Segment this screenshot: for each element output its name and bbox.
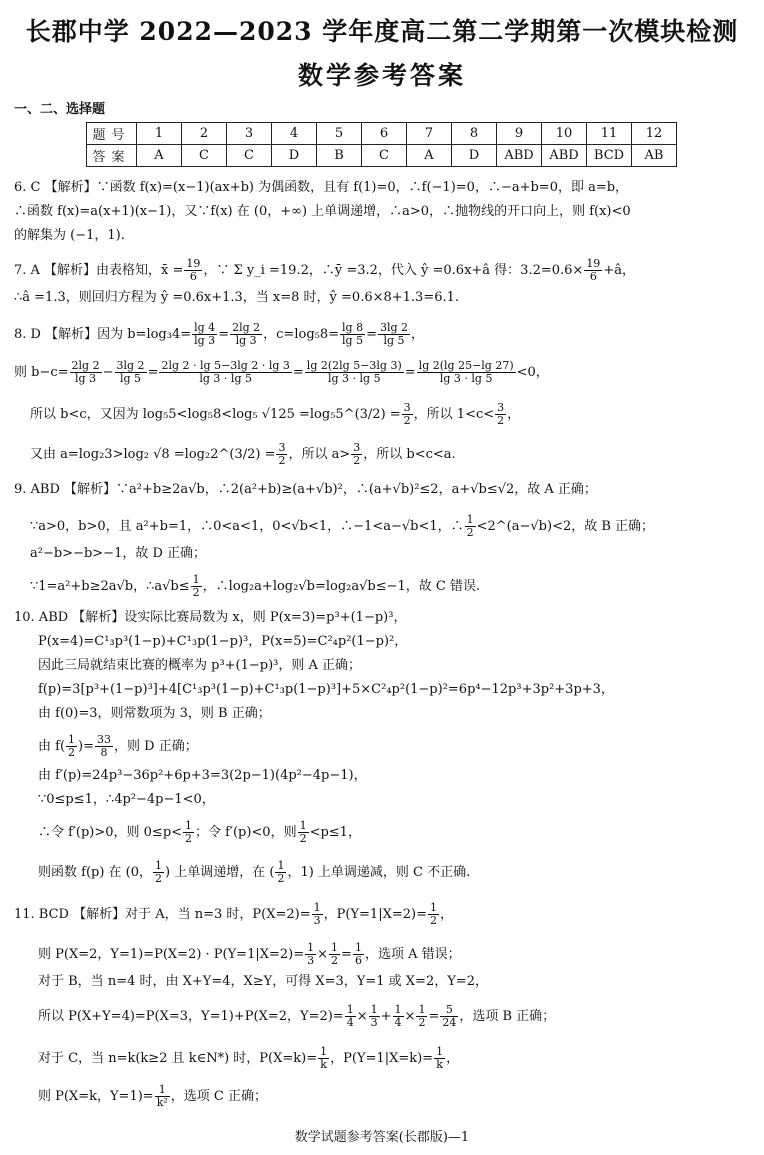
fraction: $\frac{19}{6}$ bbox=[586, 257, 601, 283]
table-cell: 1 bbox=[137, 123, 182, 145]
fraction: $\frac{1}{3}$ bbox=[370, 1003, 378, 1029]
table-cell: ABD bbox=[497, 145, 542, 167]
table-row bbox=[87, 123, 677, 145]
q8-line-1: 8. D 【解析】因为 b=log₃4= $\frac{\lg 4}{\lg 3}$ = $\frac{2\lg 2}{\lg 3}$ ，c=log₅8= $\frac{\lg 8}{\lg 5}$ = $\frac{3\lg 2}{\lg 5}$ ， bbox=[14, 321, 425, 347]
fraction: $\frac{1}{3}$ bbox=[313, 901, 321, 927]
fraction: $\frac{33}{8}$ bbox=[97, 733, 111, 759]
q11-line-4: 所以 P(X+Y=4)=P(X=3，Y=1)+P(X=2，Y=2)= $\frac{1}{4}$ × $\frac{1}{3}$ + $\frac{1}{4}$ × $\frac{1}{2}$ = $\frac{5}{24}$ ，选项 B 正确； bbox=[38, 1003, 556, 1029]
table-cell: 6 bbox=[362, 123, 407, 145]
q9-line-4: ∵1=a²+b≥2a√b，∴a√b≤ $\frac{1}{2}$ ，∴log₂a+log₂√b=log₂a√b≤−1，故 C 错误. bbox=[30, 573, 481, 599]
answer-table bbox=[86, 122, 677, 167]
fraction: $\frac{19}{6}$ bbox=[186, 257, 201, 283]
q7-text: +â， bbox=[603, 263, 635, 278]
fraction: $\frac{\lg 2(2\lg 5-3\lg 3)}{\lg 3 \cdot \lg 5}$ bbox=[306, 359, 402, 385]
q8-line-2: 则 b−c= $\frac{2\lg 2}{\lg 3}$ − $\frac{3\lg 2}{\lg 5}$ = $\frac{2\lg 2 \cdot \lg 5-3\lg 2 \cdot \lg 3}{\lg 3 \cdot \lg 5}$ = $\frac{\lg 2(2\lg 5-3\lg 3)}{\lg 3 \cdot \lg 5}$ = $\frac{\lg 2(\lg 25-\lg 27)}{\lg 3 \cdot \lg 5}$ <0， bbox=[14, 359, 549, 385]
q10-line-5: 由 f(0)=3，则常数项为 3，则 B 正确； bbox=[38, 706, 271, 721]
fraction: $\frac{1}{3}$ bbox=[307, 941, 315, 967]
table-cell: C bbox=[227, 145, 272, 167]
table-cell: ABD bbox=[542, 145, 587, 167]
table-cell: C bbox=[362, 145, 407, 167]
q7-text: ，∵ Σ y_i =19.2，∴ȳ =3.2，代入 ŷ =0.6x+â 得：3.2=0.6× bbox=[203, 263, 584, 278]
fraction: $\frac{1}{2}$ bbox=[185, 819, 193, 845]
q10-line-10: 则函数 f(p) 在 (0， $\frac{1}{2}$ ) 上单调递增，在 ( $\frac{1}{2}$ ，1) 上单调递减，则 C 不正确. bbox=[38, 859, 471, 885]
fraction: $\frac{1}{\text{k²}}$ bbox=[156, 1083, 168, 1109]
q8-line-3: 所以 b<c，又因为 log₅5<log₅8<log₅ √125 =log₅5^(3/2) = $\frac{3}{2}$ ，所以 1<c< $\frac{3}{2}$ ， bbox=[30, 401, 521, 427]
fraction: $\frac{3\lg 2}{\lg 5}$ bbox=[379, 321, 409, 347]
fraction: $\frac{1}{2}$ bbox=[429, 901, 437, 927]
fraction: $\frac{1}{6}$ bbox=[354, 941, 362, 967]
fraction: $\frac{1}{k}$ bbox=[436, 1045, 444, 1071]
q6-line-2: ∴函数 f(x)=a(x+1)(x−1)，又∵f(x) 在 (0，+∞) 上单调递增，∴a>0，∴抛物线的开口向上，则 f(x)<0 bbox=[14, 204, 631, 219]
table-cell: D bbox=[272, 145, 317, 167]
q11-line-5: 对于 C，当 n=k(k≥2 且 k∈N*) 时，P(X=k)= $\frac{1}{k}$ ，P(Y=1|X=k)= $\frac{1}{k}$ ， bbox=[38, 1045, 460, 1071]
q10-line-9: ∴令 f′(p)>0，则 0≤p< $\frac{1}{2}$ ；令 f′(p)<0，则 $\frac{1}{2}$ <p≤1， bbox=[38, 819, 361, 845]
q7-line-1 bbox=[14, 258, 635, 283]
q10-line-2: P(x=4)=C¹₃p³(1−p)+C¹₃p(1−p)³，P(x=5)=C²₄p²(1−p)²， bbox=[38, 634, 408, 649]
q8-line-4: 又由 a=log₂3>log₂ √8 =log₂2^(3/2) = $\frac{3}{2}$ ，所以 a> $\frac{3}{2}$ ，所以 b<c<a. bbox=[30, 441, 456, 467]
q9-line-3: a²−b>−b>−1，故 D 正确； bbox=[30, 546, 207, 561]
q10-line-7: 由 f′(p)=24p³−36p²+6p+3=3(2p−1)(4p²−4p−1)， bbox=[38, 768, 367, 783]
table-cell: 9 bbox=[497, 123, 542, 145]
table-header-cell: 题号 bbox=[87, 123, 137, 145]
page-footer: 数学试题参考答案(长郡版)—1 bbox=[294, 1130, 470, 1145]
table-cell: A bbox=[137, 145, 182, 167]
fraction: $\frac{\lg 8}{\lg 5}$ bbox=[342, 321, 364, 347]
table-cell: D bbox=[452, 145, 497, 167]
q7-text: 7. A 【解析】由表格知，x̄ = bbox=[14, 263, 184, 278]
fraction: $\frac{3\lg 2}{\lg 5}$ bbox=[116, 359, 145, 385]
q10-line-1: 10. ABD 【解析】设实际比赛局数为 x，则 P(x=3)=p³+(1−p)³， bbox=[14, 610, 407, 625]
table-cell: 4 bbox=[272, 123, 317, 145]
table-row bbox=[87, 145, 677, 167]
table-cell: 3 bbox=[227, 123, 272, 145]
fraction: $\frac{1}{4}$ bbox=[394, 1003, 402, 1029]
table-cell: 8 bbox=[452, 123, 497, 145]
fraction: $\frac{1}{4}$ bbox=[346, 1003, 354, 1029]
table-cell: 2 bbox=[182, 123, 227, 145]
q11-line-1: 11. BCD 【解析】对于 A，当 n=3 时，P(X=2)= $\frac{1}{3}$ ，P(Y=1|X=2)= $\frac{1}{2}$ ， bbox=[14, 901, 453, 927]
table-cell: C bbox=[182, 145, 227, 167]
table-cell: 7 bbox=[407, 123, 452, 145]
fraction: $\frac{1}{2}$ bbox=[466, 513, 474, 539]
page-subtitle: 数学参考答案 bbox=[297, 61, 466, 90]
table-cell: 10 bbox=[542, 123, 587, 145]
q11-line-6: 则 P(X=k，Y=1)= $\frac{1}{\text{k²}}$ ，选项 C 正确； bbox=[38, 1083, 267, 1109]
fraction: $\frac{5}{24}$ bbox=[442, 1003, 457, 1029]
fraction: $\frac{3}{2}$ bbox=[353, 441, 361, 467]
q6-line-3: 的解集为 (−1，1). bbox=[14, 228, 125, 243]
fraction: $\frac{\lg 2(\lg 25-\lg 27)}{\lg 3 \cdot \lg 5}$ bbox=[418, 359, 514, 385]
fraction: $\frac{1}{2}$ bbox=[192, 573, 200, 599]
table-cell: 5 bbox=[317, 123, 362, 145]
fraction: $\frac{\lg 4}{\lg 3}$ bbox=[194, 321, 216, 347]
q11-line-2: 则 P(X=2，Y=1)=P(X=2) · P(Y=1|X=2)= $\frac{1}{3}$ × $\frac{1}{2}$ = $\frac{1}{6}$ ，选项 A 错误； bbox=[38, 941, 461, 967]
fraction: $\frac{1}{2}$ bbox=[331, 941, 339, 967]
q7-line-2: ∴â =1.3，则回归方程为 ŷ =0.6x+1.3，当 x=8 时，ŷ =0.6×8+1.3=6.1. bbox=[14, 290, 460, 305]
q10-line-4: f(p)=3[p³+(1−p)³]+4[C¹₃p³(1−p)+C¹₃p(1−p)³]+5×C²₄p²(1−p)²=6p⁴−12p³+3p²+3p+3， bbox=[38, 682, 614, 697]
fraction: $\frac{1}{2}$ bbox=[68, 733, 76, 759]
fraction: $\frac{3}{2}$ bbox=[497, 401, 505, 427]
q11-line-3: 对于 B，当 n=4 时，由 X+Y=4，X≥Y，可得 X=3，Y=1 或 X=2，Y=2， bbox=[38, 974, 488, 989]
q9-line-2: ∵a>0，b>0，且 a²+b=1，∴0<a<1，0<√b<1，∴−1<a−√b<1，∴ $\frac{1}{2}$ <2^(a−√b)<2，故 B 正确； bbox=[30, 513, 655, 539]
fraction: $\frac{1}{2}$ bbox=[418, 1003, 426, 1029]
table-cell: 12 bbox=[632, 123, 677, 145]
q10-line-8: ∵0≤p≤1，∴4p²−4p−1<0， bbox=[38, 792, 215, 807]
fraction: $\frac{3}{2}$ bbox=[403, 401, 411, 427]
table-cell: BCD bbox=[587, 145, 632, 167]
fraction: $\frac{1}{2}$ bbox=[299, 819, 307, 845]
table-header-cell: 答案 bbox=[87, 145, 137, 167]
fraction: $\frac{1}{k}$ bbox=[320, 1045, 328, 1071]
fraction: $\frac{1}{2}$ bbox=[277, 859, 285, 885]
section-title: 一、二、选择题 bbox=[14, 102, 106, 117]
fraction: $\frac{3}{2}$ bbox=[278, 441, 286, 467]
table-cell: A bbox=[407, 145, 452, 167]
q10-line-6: 由 f( $\frac{1}{2}$ )= $\frac{33}{8}$ ，则 D 正确； bbox=[38, 733, 198, 759]
fraction: $\frac{2\lg 2 \cdot \lg 5-3\lg 2 \cdot \lg 3}{\lg 3 \cdot \lg 5}$ bbox=[161, 359, 290, 385]
table-cell: AB bbox=[632, 145, 677, 167]
q10-line-3: 因此三局就结束比赛的概率为 p³+(1−p)³，则 A 正确； bbox=[38, 658, 362, 673]
table-cell: 11 bbox=[587, 123, 632, 145]
q9-line-1: 9. ABD 【解析】∵a²+b≥2a√b，∴2(a²+b)≥(a+√b)²，∴(a+√b)²≤2，a+√b≤√2，故 A 正确； bbox=[14, 482, 597, 497]
fraction: $\frac{1}{2}$ bbox=[155, 859, 163, 885]
table-cell: B bbox=[317, 145, 362, 167]
page-title: 长郡中学 2022—2023 学年度高二第二学期第一次模块检测 bbox=[25, 17, 739, 46]
fraction: $\frac{2\lg 2}{\lg 3}$ bbox=[232, 321, 261, 347]
fraction: $\frac{2\lg 2}{\lg 3}$ bbox=[71, 359, 100, 385]
q6-line-1: 6. C 【解析】∵函数 f(x)=(x−1)(ax+b) 为偶函数，且有 f(1)=0，∴f(−1)=0，∴−a+b=0，即 a=b， bbox=[14, 180, 629, 195]
